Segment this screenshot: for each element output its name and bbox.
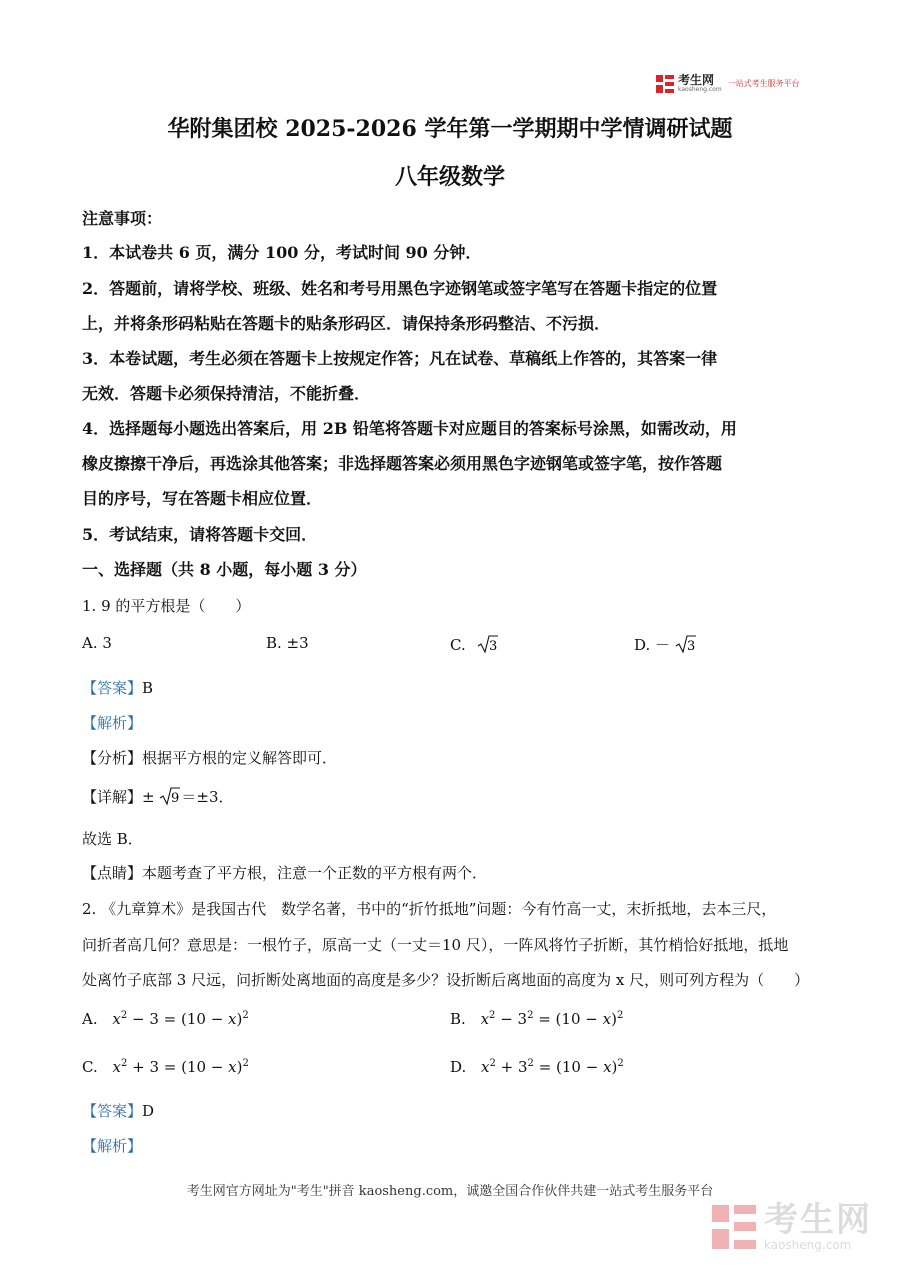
sqrt-icon xyxy=(477,634,499,654)
svg-text:9: 9 xyxy=(171,791,180,806)
q1-option-a: A. 3 xyxy=(82,634,112,652)
note-line: 上，并将条形码粘贴在答题卡的贴条形码区．请保持条形码整洁、不污损． xyxy=(82,314,611,333)
q2-option-d: D. $x^2 + 3^2 = (10 - x)^2$ xyxy=(450,1058,624,1076)
sqrt-icon xyxy=(159,786,181,806)
sqrt-icon xyxy=(675,634,697,654)
q2-stem-line: 问折者高几何？意思是：一根竹子，原高一丈（一丈＝10 尺），一阵风将竹子折断，其竹梢恰好抵地，抵地 xyxy=(82,936,789,954)
q2-stem-line: 2. 《九章算术》是我国古代 数学名著，书中的“折竹抵地”问题：今有竹高一丈，末折抵地，去本三尺， xyxy=(82,900,777,918)
kaosheng-logo-icon xyxy=(656,75,674,93)
q2-analysis-tag: 【解析】 xyxy=(82,1137,143,1155)
q1-xiangjie: 【详解】± 9 ＝±3． xyxy=(82,788,234,806)
watermark-name: 考生网 xyxy=(764,1200,872,1240)
header-logo xyxy=(656,74,800,93)
q2-option-b: B. $x^2 - 3^2 = (10 - x)^2$ xyxy=(450,1010,624,1028)
notes-heading: 注意事项： xyxy=(82,209,163,228)
logo-url: kaosheng.com xyxy=(678,86,722,93)
q1-dianjing: 【点睛】本题考查了平方根，注意一个正数的平方根有两个． xyxy=(82,864,488,882)
note-line: 4．选择题每小题选出答案后，用 2B 铅笔将答题卡对应题目的答案标号涂黑，如需改动，用 xyxy=(82,419,737,438)
page-subtitle: 八年级数学 xyxy=(394,164,505,190)
q1-answer: 【答案】B xyxy=(82,679,154,697)
q1-option-b: B. ±3 xyxy=(266,634,309,652)
note-line: 1．本试卷共 6 页，满分 100 分，考试时间 90 分钟． xyxy=(82,243,482,262)
note-line: 5．考试结束，请将答题卡交回． xyxy=(82,525,318,544)
note-line: 2．答题前，请将学校、班级、姓名和考号用黑色字迹钢笔或签字笔写在答题卡指定的位置 xyxy=(82,279,718,298)
logo-slogan: 一站式考生服务平台 xyxy=(727,79,800,88)
watermark xyxy=(712,1200,872,1252)
svg-text:3: 3 xyxy=(488,639,497,654)
section-heading: 一、选择题（共 8 小题，每小题 3 分） xyxy=(82,560,367,579)
q1-option-d: D. － 3 xyxy=(634,636,696,654)
kaosheng-watermark-icon xyxy=(712,1205,756,1249)
note-line: 3．本卷试题，考生必须在答题卡上按规定作答；凡在试卷、草稿纸上作答的，其答案一律 xyxy=(82,349,718,368)
q2-answer: 【答案】D xyxy=(82,1102,155,1120)
page-footer: 考生网官方网址为"考生"拼音 kaosheng.com，诚邀全国合作伙伴共建一站式考生服务平台 xyxy=(186,1184,714,1199)
q1-conclusion: 故选 B． xyxy=(82,830,143,848)
q2-stem-line: 处离竹子底部 3 尺远，问折断处离地面的高度是多少？设折断后离地面的高度为 x 尺，则可列方程为（ ） xyxy=(82,971,810,989)
q2-option-a: A. $x^2 - 3 = (10 - x)^2$ xyxy=(82,1010,249,1028)
note-line: 无效．答题卡必须保持清洁，不能折叠． xyxy=(82,384,371,403)
q1-fenxi: 【分析】根据平方根的定义解答即可． xyxy=(82,749,338,767)
page-title: 华附集团校 2025-2026 学年第一学期期中学情调研试题 xyxy=(167,116,733,142)
q1-analysis-tag: 【解析】 xyxy=(82,714,143,732)
logo-name: 考生网 xyxy=(678,73,715,87)
watermark-url: kaosheng.com xyxy=(764,1238,852,1252)
note-line: 目的序号，写在答题卡相应位置． xyxy=(82,489,323,508)
q1-option-c: C. 3 xyxy=(450,636,497,654)
q2-option-c: C. $x^2 + 3 = (10 - x)^2$ xyxy=(82,1058,249,1076)
note-line: 橡皮擦擦干净后，再选涂其他答案；非选择题答案必须用黑色字迹钢笔或签字笔，按作答题 xyxy=(82,454,723,473)
q1-stem: 1. 9 的平方根是（ ） xyxy=(82,597,251,615)
svg-text:3: 3 xyxy=(686,639,696,654)
